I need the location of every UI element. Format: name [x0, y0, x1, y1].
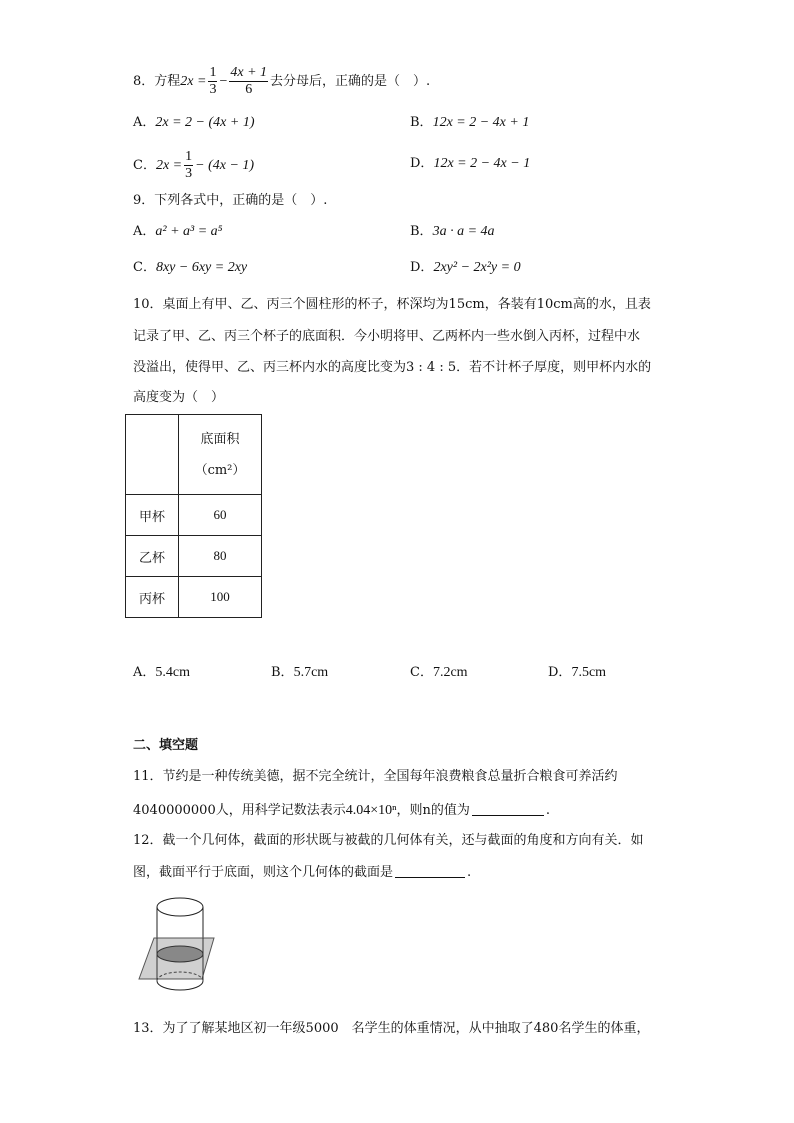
q8-c-frac-den: 3 [185, 166, 193, 181]
option-label: A． [133, 665, 156, 680]
option-label: A． [133, 115, 156, 130]
option-label: A． [133, 224, 156, 239]
cup-name: 丙杯 [126, 577, 179, 618]
option-label: D． [410, 260, 434, 275]
q12-line-1: 12．截一个几何体，截面的形状既与被截的几何体有关，还与截面的角度和方向有关．如 [133, 833, 644, 848]
q9-stem: 9．下列各式中，正确的是（ ）. [133, 193, 328, 208]
option-label: C． [133, 260, 156, 275]
q10-option-b[interactable] [271, 666, 328, 680]
option-value: 7.2cm [432, 665, 468, 680]
q11-answer-blank[interactable] [472, 803, 544, 816]
table-header-row [126, 415, 262, 495]
q10-option-a[interactable] [133, 666, 190, 680]
cross-section-ellipse [157, 946, 203, 962]
q9-option-b[interactable] [410, 225, 495, 239]
cup-area-table [125, 414, 262, 618]
q8-frac1-den: 3 [209, 82, 217, 97]
option-expr: 8xy − 6xy = 2xy [155, 260, 248, 275]
option-rest: − (4x − 1) [195, 158, 255, 173]
q11-line-2 [133, 803, 550, 818]
option-label: D． [410, 156, 434, 171]
q12-text-a: 图，截面平行于底面，则这个几何体的截面是 [133, 865, 394, 880]
q8-prefix: 8．方程 [133, 74, 181, 89]
table-row [126, 495, 262, 536]
section-title: 二、填空题 [133, 738, 199, 753]
table-header-area [179, 415, 262, 495]
q11-text-a: 4040000000人，用科学记数法表示 [133, 803, 346, 818]
table-row [126, 577, 262, 618]
q13-line-1: 13．为了了解某地区初一年级5000 名学生的体重情况，从中抽取了480名学生的体重， [133, 1021, 650, 1036]
q8-stem [133, 66, 430, 97]
cup-name: 乙杯 [126, 536, 179, 577]
option-expr: 3a · a = 4a [432, 224, 495, 239]
q8-option-c[interactable] [133, 150, 254, 181]
q9-option-a[interactable] [133, 225, 223, 239]
cup-area: 100 [179, 577, 262, 618]
q8-option-d[interactable] [410, 157, 530, 171]
q8-frac1-num: 1 [209, 65, 217, 80]
q8-frac2-den: 6 [245, 82, 253, 97]
header-area-unit: （cm²） [194, 462, 246, 478]
option-expr: 2x = 2 − (4x + 1) [155, 115, 255, 130]
option-label: B． [271, 665, 294, 680]
cup-name: 甲杯 [126, 495, 179, 536]
option-expr: 2xy² − 2x²y = 0 [433, 260, 521, 275]
q10-line-4: 高度变为（ ） [133, 390, 225, 405]
q8-c-fraction [184, 150, 193, 181]
cup-area: 60 [179, 495, 262, 536]
cylinder-section-figure [134, 893, 220, 1001]
option-label: C． [410, 665, 433, 680]
option-value: 5.4cm [155, 665, 190, 680]
q10-line-2: 记录了甲、乙、丙三个杯子的底面积．今小明将甲、乙两杯内一些水倒入丙杯，过程中水 [133, 329, 641, 344]
q10-line-1: 10．桌面上有甲、乙、丙三个圆柱形的杯子，杯深均为15cm，各装有10cm高的水，且表 [133, 297, 651, 312]
q12-end: . [467, 865, 472, 880]
table-header-blank [126, 415, 179, 495]
q8-option-b[interactable] [410, 116, 529, 130]
q8-option-a[interactable] [133, 116, 254, 130]
cylinder-bottom-front [157, 981, 203, 990]
option-label: C． [133, 158, 156, 173]
cylinder-top [157, 898, 203, 916]
q12-line-2 [133, 865, 471, 879]
q8-fraction-2 [229, 66, 268, 97]
q8-suffix: 去分母后，正确的是（ ）. [270, 74, 431, 89]
q11-sci-notation: 4.04×10ⁿ [345, 803, 397, 818]
q11-end: . [545, 803, 551, 818]
q8-fraction-1 [208, 66, 217, 97]
q10-line-3: 没溢出，使得甲、乙、丙三杯内水的高度比变为3 : 4 : 5．若不计杯子厚度，则甲杯内水的 [133, 360, 652, 375]
option-label: B． [410, 224, 433, 239]
q8-minus: − [219, 74, 228, 89]
q8-lhs: 2x = [180, 74, 207, 89]
q10-option-d[interactable] [548, 666, 606, 680]
option-expr: 12x = 2 − 4x − 1 [433, 156, 531, 171]
q11-text-c: ，则n的值为 [396, 803, 470, 818]
option-expr: 12x = 2 − 4x + 1 [432, 115, 530, 130]
q9-option-d[interactable] [410, 261, 521, 275]
option-expr: a² + a³ = a⁵ [155, 224, 223, 239]
q10-option-c[interactable] [410, 666, 468, 680]
q9-option-c[interactable] [133, 261, 247, 275]
q12-answer-blank[interactable] [395, 865, 465, 878]
q11-line-1: 11．节约是一种传统美德，据不完全统计，全国每年浪费粮食总量折合粮食可养活约 [133, 769, 618, 784]
cup-area: 80 [179, 536, 262, 577]
option-value: 5.7cm [293, 665, 329, 680]
option-value: 7.5cm [571, 665, 607, 680]
option-lhs: 2x = [155, 158, 183, 173]
table-row [126, 536, 262, 577]
q8-frac2-num: 4x + 1 [230, 65, 268, 80]
option-label: D． [548, 665, 572, 680]
header-area-label: 底面积 [200, 431, 240, 447]
q8-c-frac-num: 1 [185, 149, 193, 164]
option-label: B． [410, 115, 433, 130]
